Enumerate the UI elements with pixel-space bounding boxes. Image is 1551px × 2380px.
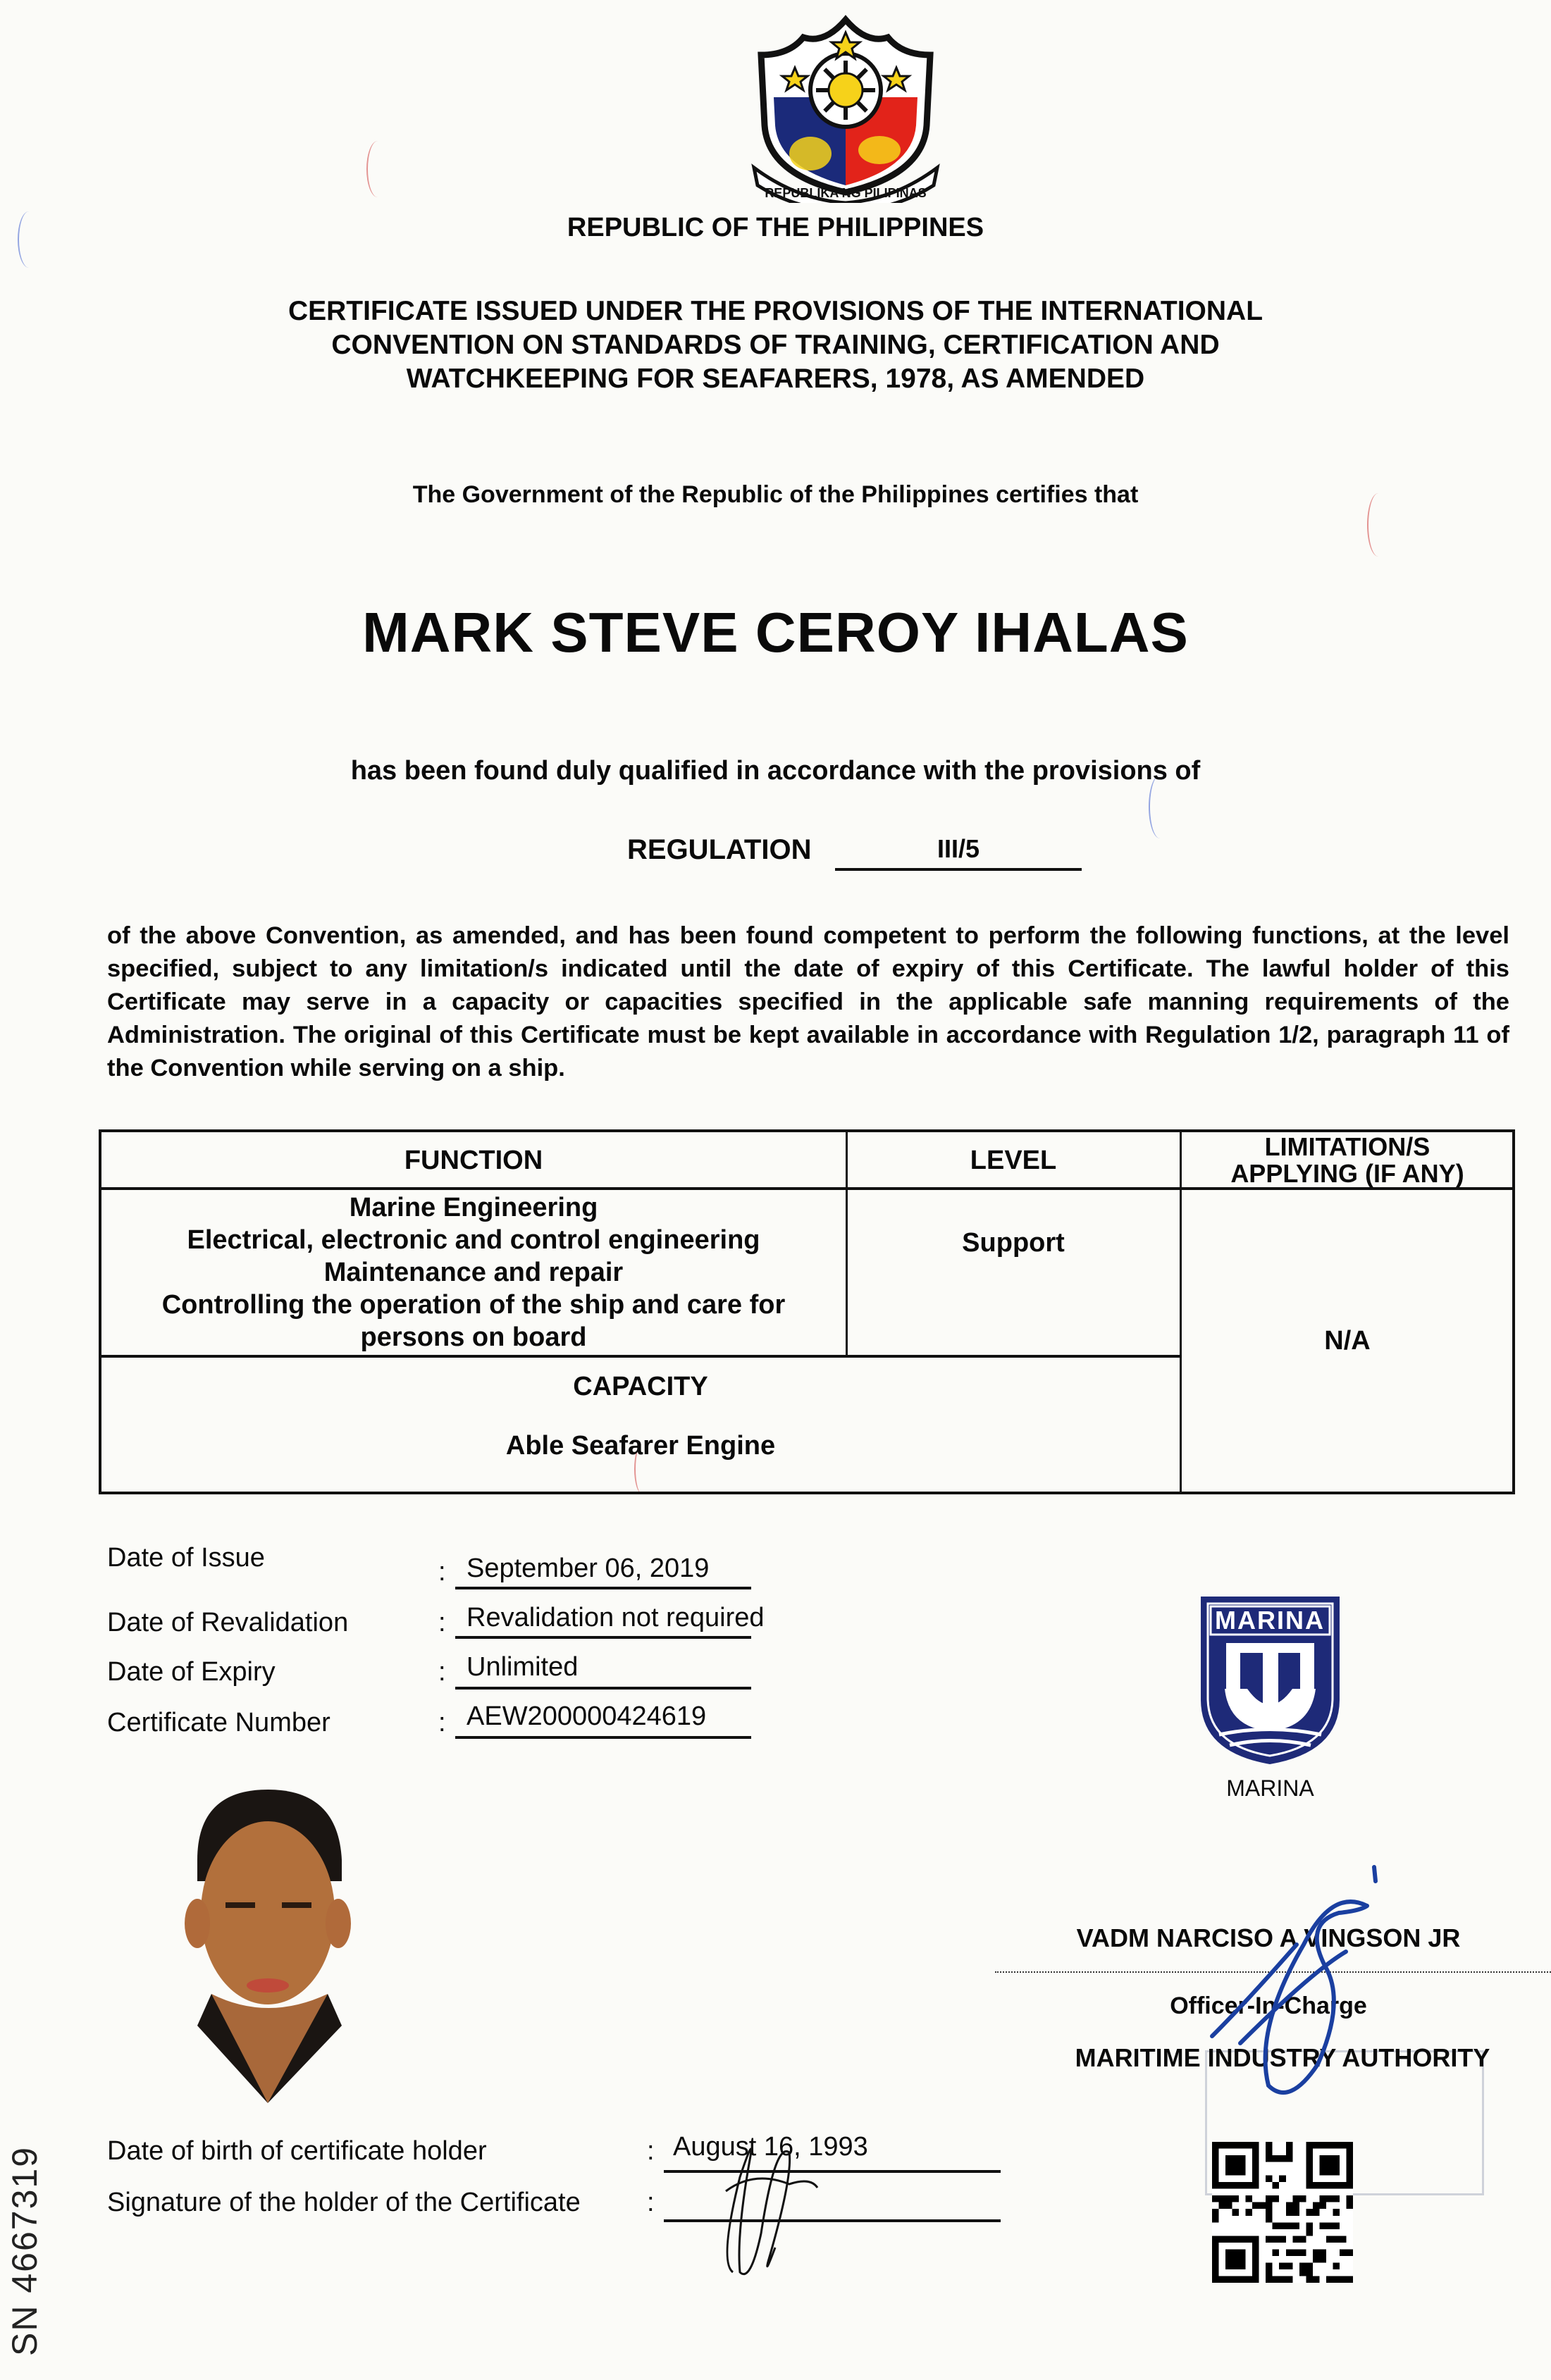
marina-caption: MARINA [1226,1775,1314,1801]
certificate-title-line: CONVENTION ON STANDARDS OF TRAINING, CERTIFICATION AND [331,330,1220,360]
qualified-statement: has been found duly qualified in accordance with the provisions of [350,756,1201,786]
date-of-issue-label: Date of Issue [107,1543,265,1573]
svg-text:MARINA: MARINA [1215,1606,1325,1635]
competence-paragraph: of the above Convention, as amended, and has been found competent to perform the following functions, at the level specified, subject to any limitation/s indicated until the date of expiry of this Certificate. The lawful holder of this Certificate may serve in a capacity or capacities specified in the applicable safe manning requirements of the Administration. The original of this Certificate must be kept available in accordance with Regulation 1/2, paragraph 11 of the Convention while serving on a ship. [107,922,1509,1081]
field-underline [455,1587,751,1589]
date-of-revalidation-label: Date of Revalidation [107,1608,349,1637]
paper-fiber [366,141,389,197]
holder-name: MARK STEVE CEROY IHALAS [362,601,1189,664]
date-of-revalidation-value: Revalidation not required [466,1603,765,1632]
capacity-value: Able Seafarer Engine [505,1430,776,1461]
function-item: Controlling the operation of the ship and care for [161,1290,786,1320]
header-limitations [1182,1132,1513,1189]
function-item: Maintenance and repair [323,1258,624,1287]
svg-text:REPUBLIKA NG PILIPINAS: REPUBLIKA NG PILIPINAS [765,186,927,200]
functions-table [99,1129,1515,1494]
field-underline [455,1736,751,1739]
table-divider [101,1355,1181,1358]
limitations-value: N/A [1324,1325,1371,1356]
signatory-organization: MARITIME INDUSTRY AUTHORITY [1075,2043,1490,2072]
capacity-label: CAPACITY [573,1371,708,1401]
header-function: FUNCTION [404,1145,543,1175]
birth-date-value: August 16, 1993 [673,2132,868,2162]
colon: : [438,1708,446,1737]
country-heading: REPUBLIC OF THE PHILIPPINES [567,213,984,242]
holder-photo [169,1783,366,2107]
philippine-seal-logo [747,13,944,203]
function-list [101,1190,846,1355]
field-underline [455,1636,751,1639]
signatory-name: VADM NARCISO A VINGSON JR [1076,1923,1461,1952]
signatory-title: Officer-In-Charge [1170,1992,1367,2019]
qr-code [1212,2142,1353,2283]
field-underline [455,1687,751,1690]
regulation-label: REGULATION [627,834,812,865]
date-of-expiry-label: Date of Expiry [107,1657,276,1687]
regulation-value: III/5 [835,834,1082,871]
certificate-title [0,295,1551,396]
header-level: LEVEL [970,1145,1057,1175]
holder-signature [712,2121,839,2290]
date-of-expiry-value: Unlimited [466,1652,579,1682]
birth-date-label: Date of birth of certificate holder [107,2136,487,2166]
colon: : [647,2136,655,2166]
marina-shield-logo [1198,1594,1342,1766]
certificate-title-line: WATCHKEEPING FOR SEAFARERS, 1978, AS AMENDED [406,364,1145,394]
function-item: Electrical, electronic and control engineering [187,1225,760,1255]
certificate-number-label: Certificate Number [107,1708,330,1737]
colon: : [647,2188,655,2217]
serial-number: SN 4667319 [5,2145,44,2356]
colon: : [438,1557,446,1587]
colon: : [438,1608,446,1637]
level-value: Support [962,1227,1065,1258]
function-item: persons on board [360,1322,587,1352]
certificate-number-value: AEW200000424619 [466,1702,707,1731]
official-signature [1170,1860,1395,2107]
date-of-issue-value: September 06, 2019 [466,1554,710,1583]
header-limitations-line: LIMITATION/S [1264,1132,1430,1161]
function-item: Marine Engineering [349,1193,598,1222]
colon: : [438,1657,446,1687]
certifies-statement: The Government of the Republic of the Philippines certifies that [412,481,1139,508]
holder-signature-label: Signature of the holder of the Certificate [107,2188,581,2217]
certificate-title-line: CERTIFICATE ISSUED UNDER THE PROVISIONS OF THE INTERNATIONAL [288,296,1263,326]
header-limitations-line: APPLYING (IF ANY) [1230,1159,1464,1188]
